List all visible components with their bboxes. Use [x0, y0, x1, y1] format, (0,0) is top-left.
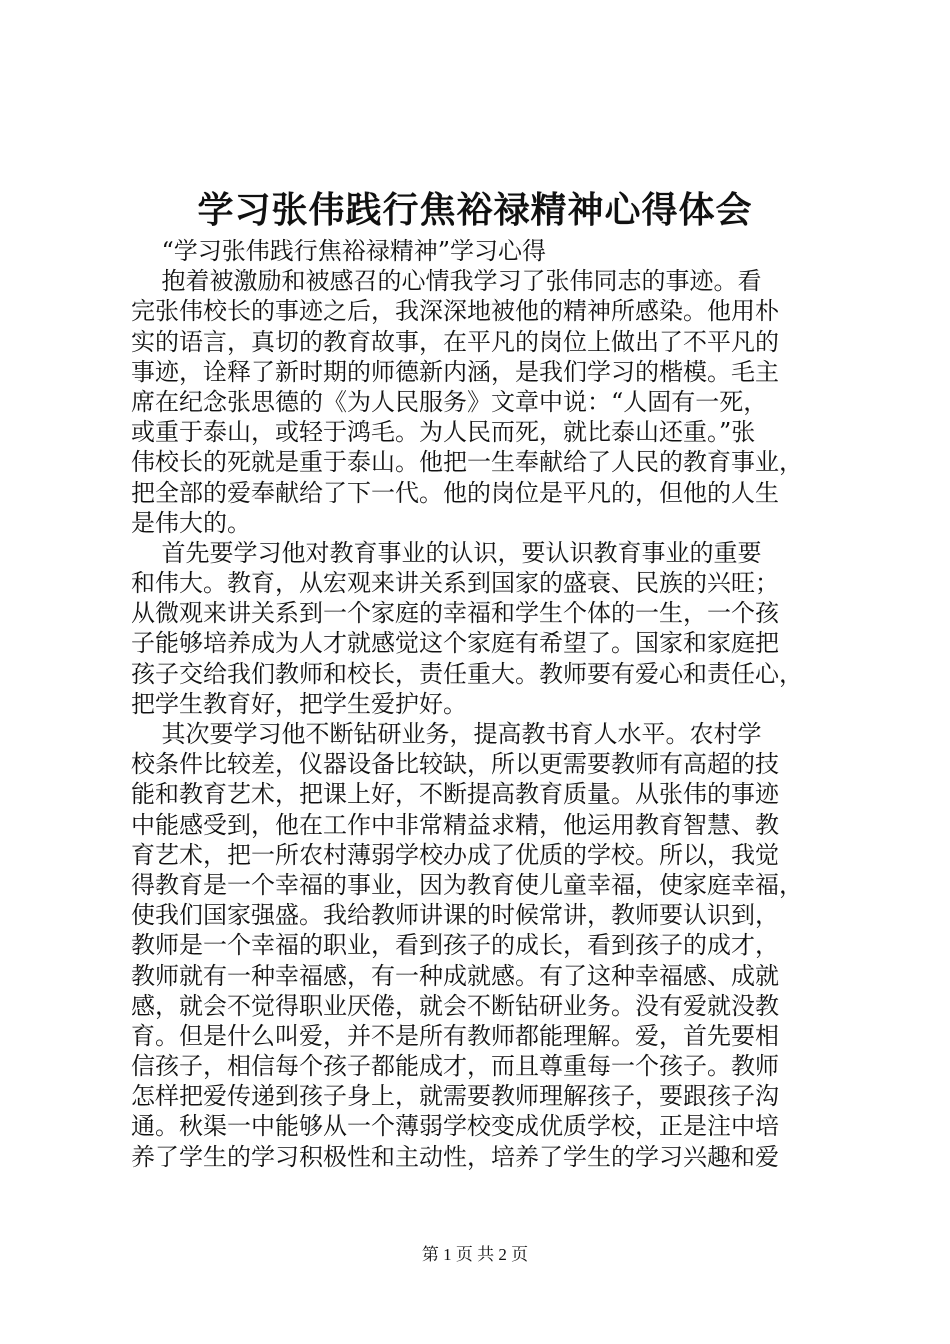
text-line: 是伟大的。	[131, 508, 251, 537]
text-line: 校条件比较差，仪器设备比较缺，所以更需要教师有高超的技	[131, 750, 779, 779]
text-line: 教师就有一种幸福感，有一种成就感。有了这种幸福感、成就	[131, 961, 779, 990]
text-line: 和伟大。教育，从宏观来讲关系到国家的盛衰、民族的兴旺；	[131, 569, 779, 598]
text-line: 其次要学习他不断钻研业务，提高教书育人水平。农村学	[131, 720, 762, 748]
text-line: 从微观来讲关系到一个家庭的幸福和学生个体的一生，一个孩	[131, 599, 779, 628]
text-line: 养了学生的学习积极性和主动性，培养了学生的学习兴趣和爱	[131, 1142, 779, 1171]
text-line: 伟校长的死就是重于泰山。他把一生奉献给了人民的教育事业，	[131, 448, 803, 477]
text-line: 育。但是什么叫爱，并不是所有教师都能理解。爱，首先要相	[131, 1021, 779, 1050]
text-line: “学习张伟践行焦裕禄精神”学习心得	[131, 237, 547, 265]
text-line: 首先要学习他对教育事业的认识，要认识教育事业的重要	[131, 538, 762, 567]
text-line: 能和教育艺术，把课上好，不断提高教育质量。从张伟的事迹	[131, 780, 779, 809]
text-line: 怎样把爱传递到孩子身上，就需要教师理解孩子，要跟孩子沟	[131, 1082, 779, 1111]
text-line: 中能感受到，他在工作中非常精益求精，他运用教育智慧、教	[131, 810, 779, 839]
text-line: 实的语言，真切的教育故事，在平凡的岗位上做出了不平凡的	[131, 327, 779, 356]
page-number-footer: 第 1 页 共 2 页	[421, 1245, 529, 1264]
text-line: 通。秋渠一中能够从一个薄弱学校变成优质学校，正是注中培	[131, 1112, 779, 1141]
text-line: 信孩子，相信每个孩子都能成才，而且尊重每一个孩子。教师	[131, 1052, 779, 1081]
text-line: 使我们国家强盛。我给教师讲课的时候常讲，教师要认识到，	[131, 901, 779, 930]
text-line: 感，就会不觉得职业厌倦，就会不断钻研业务。没有爱就没教	[131, 991, 779, 1020]
text-line: 抱着被激励和被感召的心情我学习了张伟同志的事迹。看	[131, 267, 762, 296]
text-line: 子能够培养成为人才就感觉这个家庭有希望了。国家和家庭把	[131, 629, 779, 658]
text-line: 完张伟校长的事迹之后，我深深地被他的精神所感染。他用朴	[131, 297, 779, 326]
document-title: 学习张伟践行焦裕禄精神心得体会	[197, 189, 753, 231]
text-line: 孩子交给我们教师和校长，责任重大。教师要有爱心和责任心，	[131, 659, 803, 688]
text-line: 把学生教育好，把学生爱护好。	[131, 689, 467, 718]
text-line: 席在纪念张思德的《为人民服务》文章中说：“人固有一死，	[131, 387, 768, 416]
text-line: 教师是一个幸福的职业，看到孩子的成长，看到孩子的成才，	[131, 931, 779, 960]
document-body	[131, 236, 831, 1172]
text-line: 事迹，诠释了新时期的师德新内涵，是我们学习的楷模。毛主	[131, 357, 779, 386]
text-line: 得教育是一个幸福的事业，因为教育使儿童幸福，使家庭幸福，	[131, 870, 803, 899]
text-line: 把全部的爱奉献给了下一代。他的岗位是平凡的，但他的人生	[131, 478, 779, 507]
text-line: 育艺术，把一所农村薄弱学校办成了优质的学校。所以，我觉	[131, 840, 779, 869]
text-line: 或重于泰山，或轻于鸿毛。为人民而死，就比泰山还重。”张	[131, 418, 756, 447]
